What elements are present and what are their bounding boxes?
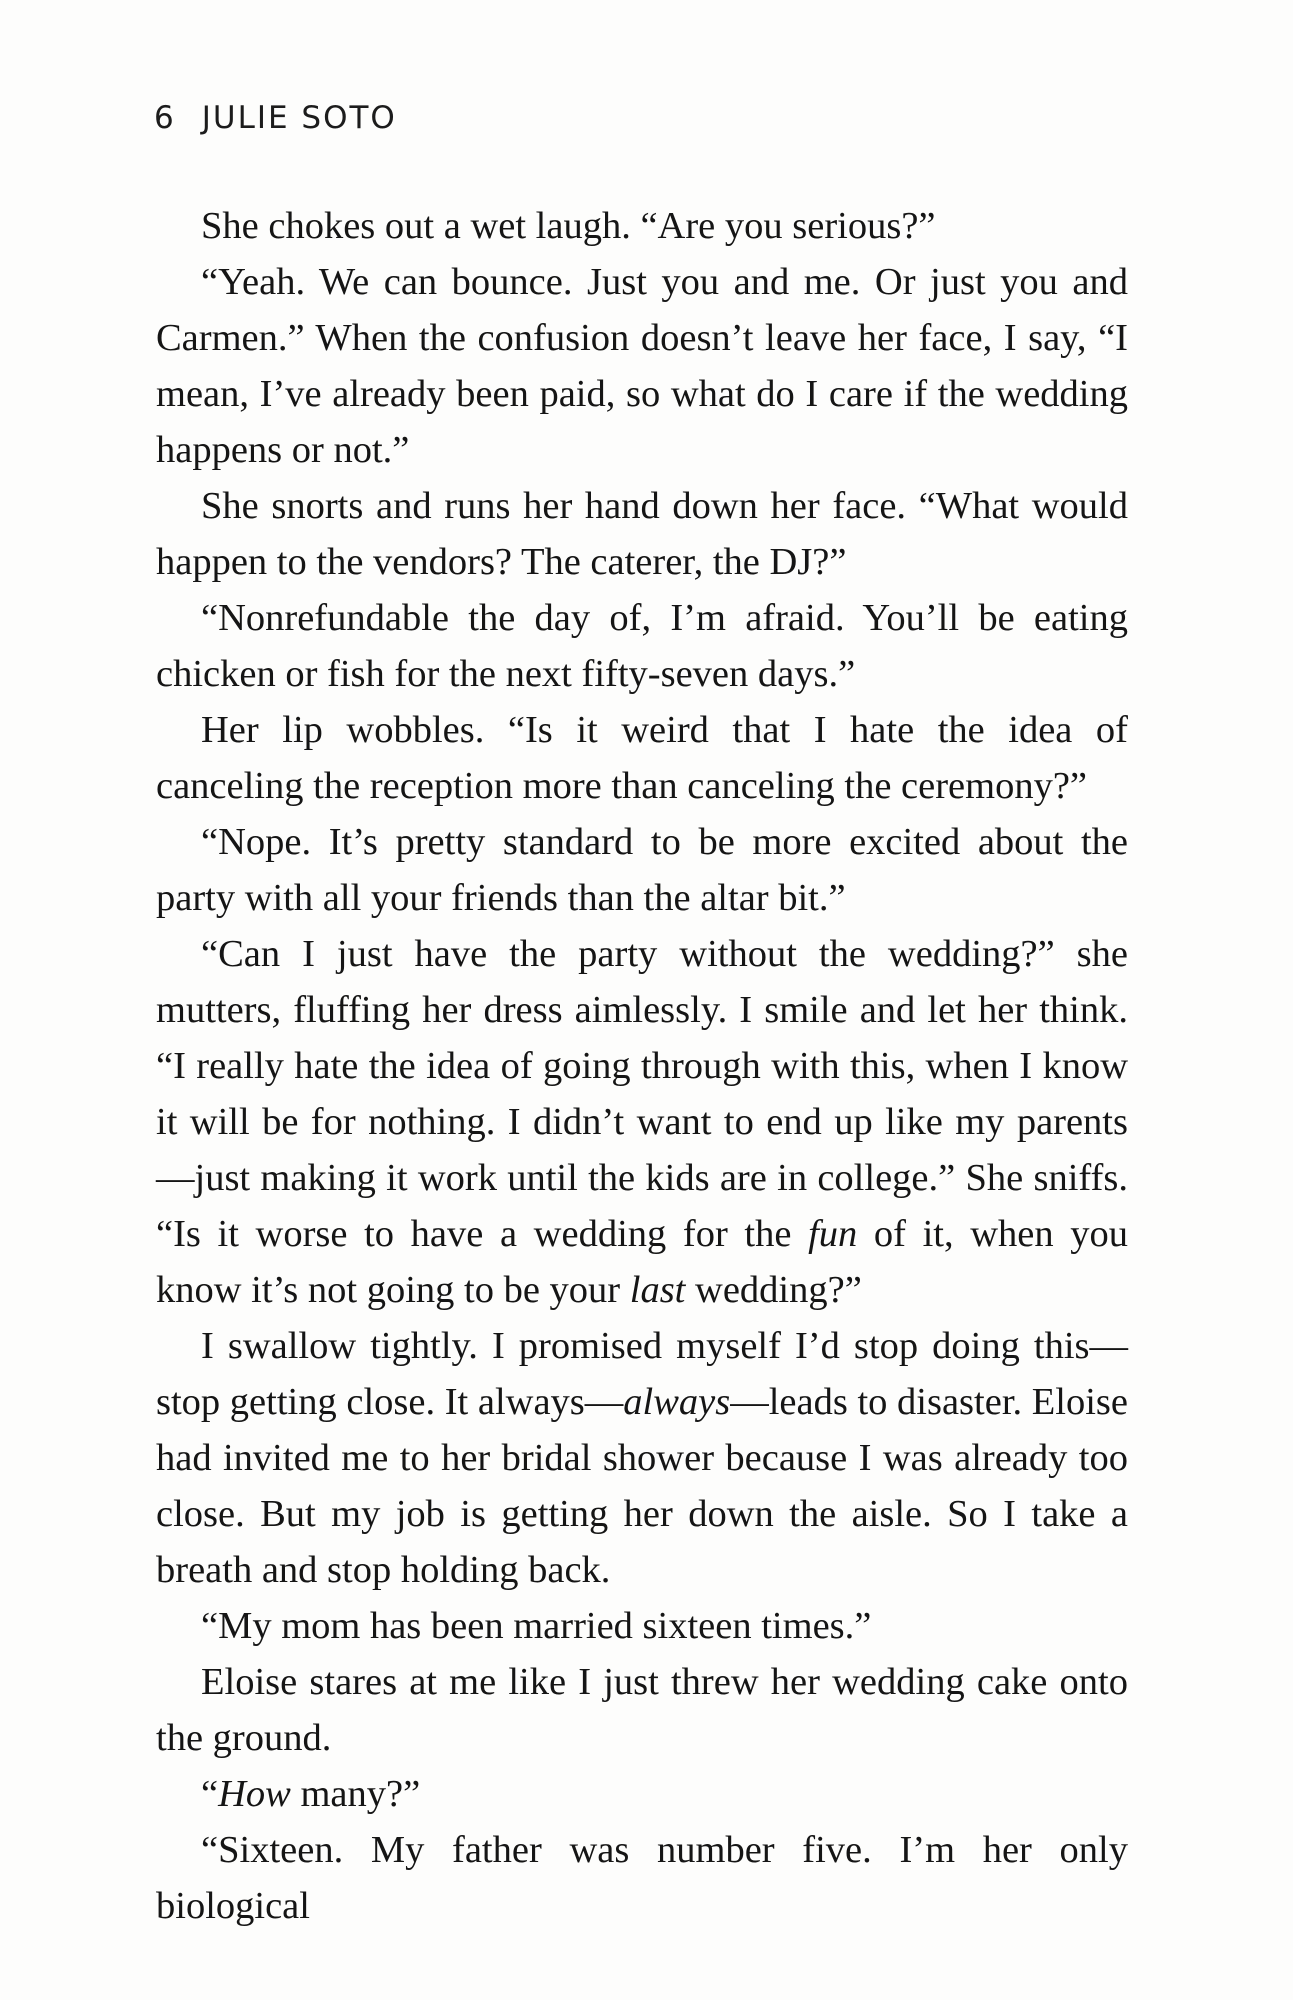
text-segment: I swallow tightly. I promised myself I’d stop doing this—stop getting close. It always— bbox=[156, 1325, 1128, 1423]
text-segment: Eloise stares at me like I just threw her wedding cake onto the ground. bbox=[156, 1661, 1128, 1759]
text-segment: “Nope. It’s pretty standard to be more excited about the party with all your friends than the altar bit.” bbox=[156, 821, 1128, 919]
paragraph bbox=[156, 1598, 1128, 1654]
page-number: 6 bbox=[154, 100, 176, 136]
text-segment: She chokes out a wet laugh. “Are you serious?” bbox=[201, 205, 936, 247]
paragraph bbox=[156, 254, 1128, 478]
author-name: JULIE SOTO bbox=[201, 100, 397, 136]
text-segment: “Can I just have the party without the wedding?” she mutters, fluffing her dress aimlessly. I smile and let her think. “I really hate the idea of going through with this, when I know it will be for nothing. I didn’t want to end up like my parents—just making it work until the kids are in college.” She sniffs. “Is it worse to have a wedding for the bbox=[156, 933, 1128, 1255]
text-segment: Her lip wobbles. “Is it weird that I hate the idea of canceling the reception more than canceling the ceremony?” bbox=[156, 709, 1128, 807]
paragraph bbox=[156, 814, 1128, 926]
paragraph bbox=[156, 1654, 1128, 1766]
text-segment: wedding?” bbox=[685, 1269, 862, 1311]
text-segment: “Nonrefundable the day of, I’m afraid. You’ll be eating chicken or fish for the next fifty-seven days.” bbox=[156, 597, 1128, 695]
text-segment: “Yeah. We can bounce. Just you and me. Or just you and Carmen.” When the confusion doesn’t leave her face, I say, “I mean, I’ve already been paid, so what do I care if the wedding happens or not.” bbox=[156, 261, 1128, 471]
body-text bbox=[156, 198, 1128, 1934]
paragraph bbox=[156, 1318, 1128, 1598]
italic-text: fun bbox=[808, 1213, 858, 1255]
italic-text: last bbox=[629, 1269, 686, 1311]
text-segment: She snorts and runs her hand down her face. “What would happen to the vendors? The caterer, the DJ?” bbox=[156, 485, 1128, 583]
paragraph bbox=[156, 478, 1128, 590]
paragraph bbox=[156, 590, 1128, 702]
paragraph bbox=[156, 1766, 1128, 1822]
text-segment: “My mom has been married sixteen times.” bbox=[201, 1605, 872, 1647]
paragraph bbox=[156, 1822, 1128, 1934]
text-segment: —leads to disaster. Eloise had invited me to her bridal shower because I was already too close. But my job is getting her down the aisle. So I take a breath and stop holding back. bbox=[156, 1381, 1129, 1591]
paragraph bbox=[156, 702, 1128, 814]
paragraph bbox=[156, 198, 1128, 254]
text-segment: “Sixteen. My father was number five. I’m her only biological bbox=[156, 1829, 1128, 1927]
text-segment: “ bbox=[201, 1773, 219, 1815]
text-segment: of it, when you know it’s not going to be your bbox=[156, 1213, 1128, 1311]
italic-text: always bbox=[623, 1381, 731, 1423]
italic-text: How bbox=[218, 1773, 291, 1815]
text-segment: many?” bbox=[290, 1773, 421, 1815]
paragraph bbox=[156, 926, 1128, 1318]
running-head bbox=[154, 100, 397, 136]
